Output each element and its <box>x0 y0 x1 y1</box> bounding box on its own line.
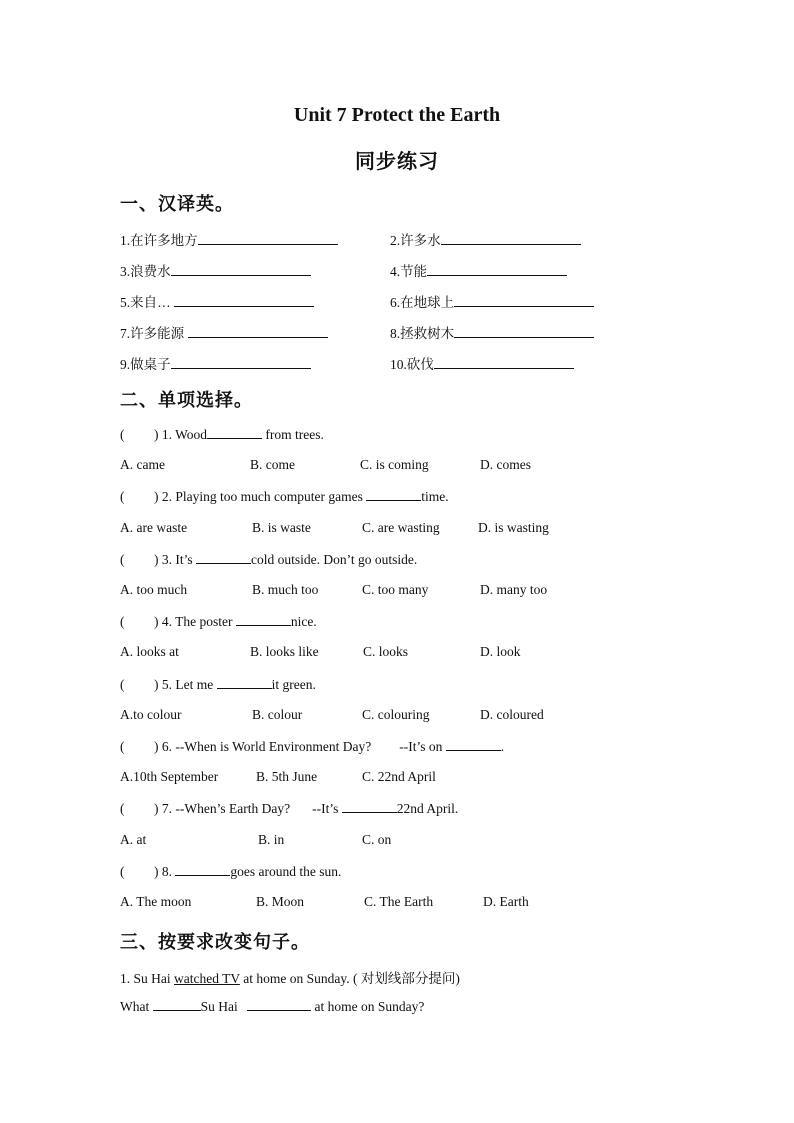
answer-word: at home on Sunday? <box>311 999 425 1014</box>
option[interactable]: B. in <box>258 832 285 847</box>
question-stem: ) 8. <box>154 864 176 879</box>
translate-item <box>120 353 311 373</box>
question-6 <box>120 738 504 755</box>
option[interactable]: B. much too <box>252 582 319 597</box>
question-1 <box>120 426 324 443</box>
option[interactable]: C. too many <box>362 582 429 597</box>
option[interactable]: C. is coming <box>360 457 429 472</box>
question-5 <box>120 676 316 693</box>
item-label: 4.节能 <box>390 264 428 279</box>
question-tail: from trees. <box>262 427 324 442</box>
answer-paren-open[interactable]: ( <box>120 801 125 816</box>
option[interactable]: C. 22nd April <box>362 769 436 784</box>
answer-blank[interactable] <box>174 294 314 307</box>
answer-paren-open[interactable]: ( <box>120 739 125 754</box>
rewrite-answer-1 <box>120 998 424 1015</box>
option[interactable]: A. at <box>120 832 147 847</box>
question-tail: time. <box>421 489 449 504</box>
answer-blank[interactable] <box>207 426 262 439</box>
answer-blank[interactable] <box>171 263 311 276</box>
item-label: 7.许多能源 <box>120 326 188 341</box>
question-tail: nice. <box>290 614 317 629</box>
question-tail: . <box>500 739 505 754</box>
answer-blank[interactable] <box>454 294 594 307</box>
option[interactable]: C. colouring <box>362 707 430 722</box>
underlined-phrase: watched TV <box>174 971 240 986</box>
answer-blank[interactable] <box>171 356 311 369</box>
answer-paren-open[interactable]: ( <box>120 489 125 504</box>
question-tail: cold outside. Don’t go outside. <box>251 552 418 567</box>
answer-blank[interactable] <box>196 551 251 564</box>
answer-blank[interactable] <box>434 356 574 369</box>
item-label: 8.拯救树木 <box>390 326 455 341</box>
translate-item <box>390 229 581 249</box>
option[interactable]: B. looks like <box>250 644 319 659</box>
section-heading-choice: 二、单项选择。 <box>120 390 253 410</box>
option[interactable]: A.to colour <box>120 707 182 722</box>
option[interactable]: D. Earth <box>483 894 529 909</box>
translate-item <box>120 229 338 249</box>
answer-paren-open[interactable]: ( <box>120 552 125 567</box>
option[interactable]: D. coloured <box>480 707 544 722</box>
answer-blank[interactable] <box>342 800 397 813</box>
question-stem: ) 4. The poster <box>154 614 236 629</box>
question-tail: it green. <box>271 677 316 692</box>
translate-item <box>390 322 594 342</box>
option[interactable]: C. looks <box>363 644 409 659</box>
option[interactable]: D. look <box>480 644 521 659</box>
answer-paren-open[interactable]: ( <box>120 427 125 442</box>
answer-blank[interactable] <box>427 263 567 276</box>
question-stem: ) 6. --When is World Environment Day? <box>154 739 372 754</box>
answer-blank[interactable] <box>247 998 311 1011</box>
rewrite-question-1 <box>120 967 460 987</box>
translate-item <box>120 260 311 280</box>
answer-blank[interactable] <box>236 613 291 626</box>
translate-item <box>390 260 567 280</box>
item-label: 9.做桌子 <box>120 357 171 372</box>
question-tail: 22nd April. <box>396 801 459 816</box>
question-8 <box>120 863 341 880</box>
translate-item <box>120 322 328 342</box>
item-label: 6.在地球上 <box>390 295 455 310</box>
answer-paren-open[interactable]: ( <box>120 864 125 879</box>
translate-item <box>390 353 574 373</box>
option[interactable]: B. is waste <box>252 520 311 535</box>
item-label: 10.砍伐 <box>390 357 434 372</box>
option[interactable]: D. is wasting <box>478 520 549 535</box>
option[interactable]: A. The moon <box>120 894 192 909</box>
option[interactable]: D. comes <box>480 457 531 472</box>
answer-blank[interactable] <box>188 325 328 338</box>
question-7 <box>120 800 458 817</box>
sentence-prefix: 1. Su Hai <box>120 971 174 986</box>
answer-word: Su Hai <box>200 999 242 1014</box>
answer-blank[interactable] <box>198 232 338 245</box>
option[interactable]: A. came <box>120 457 165 472</box>
item-label: 1.在许多地方 <box>120 233 198 248</box>
answer-blank[interactable] <box>454 325 594 338</box>
question-3 <box>120 551 417 568</box>
option[interactable]: C. are wasting <box>362 520 440 535</box>
question-2 <box>120 488 449 505</box>
answer-paren-open[interactable]: ( <box>120 614 125 629</box>
translate-item <box>120 291 314 311</box>
question-stem: ) 7. --When’s Earth Day? <box>154 801 291 816</box>
option[interactable]: D. many too <box>480 582 548 597</box>
option[interactable]: A. looks at <box>120 644 179 659</box>
question-stem: ) 1. Wood <box>154 427 208 442</box>
option[interactable]: C. The Earth <box>364 894 434 909</box>
option[interactable]: A. too much <box>120 582 188 597</box>
answer-blank[interactable] <box>153 998 201 1011</box>
answer-blank[interactable] <box>175 863 230 876</box>
item-label: 2.许多水 <box>390 233 441 248</box>
option[interactable]: B. Moon <box>256 894 305 909</box>
question-4 <box>120 613 317 630</box>
option[interactable]: B. colour <box>252 707 303 722</box>
question-reply: --It’s <box>312 801 342 816</box>
page-subtitle: 同步练习 <box>355 151 439 173</box>
question-stem: ) 2. Playing too much computer games <box>154 489 367 504</box>
section-heading-translate: 一、汉译英。 <box>120 194 234 214</box>
question-tail: goes around the sun. <box>230 864 342 879</box>
option[interactable]: C. on <box>362 832 392 847</box>
section-heading-rewrite: 三、按要求改变句子。 <box>120 932 310 952</box>
answer-blank[interactable] <box>441 232 581 245</box>
answer-blank[interactable] <box>217 676 272 689</box>
answer-blank[interactable] <box>366 488 421 501</box>
question-stem: ) 3. It’s <box>154 552 196 567</box>
answer-paren-open[interactable]: ( <box>120 677 125 692</box>
question-stem: ) 5. Let me <box>154 677 217 692</box>
translate-item <box>390 291 594 311</box>
item-label: 5.来自… <box>120 295 174 310</box>
answer-word: What <box>120 999 153 1014</box>
page-title: Unit 7 Protect the Earth <box>293 104 501 126</box>
option[interactable]: A. are waste <box>120 520 188 535</box>
question-reply: --It’s on <box>399 739 446 754</box>
sentence-suffix: at home on Sunday. ( 对划线部分提问) <box>239 971 460 986</box>
answer-blank[interactable] <box>446 738 501 751</box>
item-label: 3.浪费水 <box>120 264 171 279</box>
option[interactable]: B. 5th June <box>256 769 318 784</box>
option[interactable]: B. come <box>250 457 295 472</box>
option[interactable]: A.10th September <box>120 769 219 784</box>
